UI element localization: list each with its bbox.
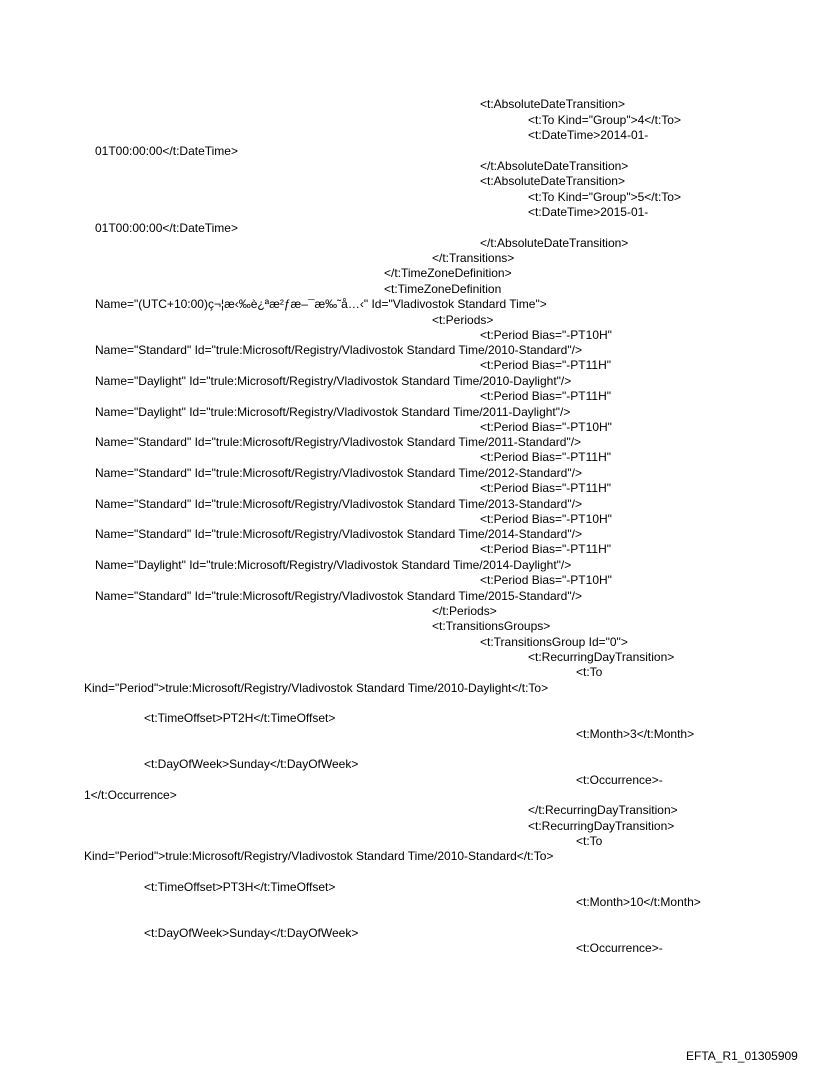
text-line: <t:DayOfWeek>Sunday</t:DayOfWeek> xyxy=(144,926,359,940)
text-line: Kind="Period">trule:Microsoft/Registry/Vladivostok Standard Time/2010-Standard</t:To> xyxy=(84,849,554,863)
text-line: <t:Period Bias="-PT11H" xyxy=(480,358,612,372)
text-line: </t:RecurringDayTransition> xyxy=(528,803,678,817)
text-line: <t:Period Bias="-PT11H" xyxy=(480,481,612,495)
text-line: Name="Standard" Id="trule:Microsoft/Registry/Vladivostok Standard Time/2014-Standard"/> xyxy=(95,527,582,541)
text-line: Name="Standard" Id="trule:Microsoft/Registry/Vladivostok Standard Time/2010-Standard"/> xyxy=(95,343,582,357)
text-line: Name="Daylight" Id="trule:Microsoft/Registry/Vladivostok Standard Time/2014-Daylight"/> xyxy=(95,558,572,572)
text-line: 1</t:Occurrence> xyxy=(84,788,177,802)
text-line: Name="Standard" Id="trule:Microsoft/Registry/Vladivostok Standard Time/2012-Standard"/> xyxy=(95,466,582,480)
text-line: <t:AbsoluteDateTransition> xyxy=(480,97,625,111)
text-line: <t:Occurrence>- xyxy=(576,773,663,787)
text-line: <t:DateTime>2014-01- xyxy=(528,128,649,142)
text-line: Name="Standard" Id="trule:Microsoft/Registry/Vladivostok Standard Time/2015-Standard"/> xyxy=(95,589,582,603)
text-line: <t:To xyxy=(576,665,603,679)
text-line: <t:Period Bias="-PT10H" xyxy=(480,512,612,526)
text-line: 01T00:00:00</t:DateTime> xyxy=(95,144,238,158)
text-line: <t:TransitionsGroups> xyxy=(432,619,551,633)
text-line: <t:Periods> xyxy=(432,313,494,327)
text-line: </t:TimeZoneDefinition> xyxy=(384,266,512,280)
document-id-footer: EFTA_R1_01305909 xyxy=(686,1049,798,1063)
text-line: <t:Month>3</t:Month> xyxy=(576,727,695,741)
text-line: <t:Period Bias="-PT10H" xyxy=(480,573,612,587)
text-line: <t:To Kind="Group">5</t:To> xyxy=(528,190,681,204)
text-line: </t:AbsoluteDateTransition> xyxy=(480,159,629,173)
text-line: <t:Occurrence>- xyxy=(576,941,663,955)
text-line: <t:RecurringDayTransition> xyxy=(528,650,675,664)
text-line: <t:Period Bias="-PT10H" xyxy=(480,328,612,342)
text-line: <t:Period Bias="-PT10H" xyxy=(480,420,612,434)
text-line: Name="Daylight" Id="trule:Microsoft/Registry/Vladivostok Standard Time/2010-Daylight"/> xyxy=(95,374,572,388)
text-line: <t:AbsoluteDateTransition> xyxy=(480,174,625,188)
text-line: <t:TimeZoneDefinition xyxy=(384,282,502,296)
text-line: Kind="Period">trule:Microsoft/Registry/Vladivostok Standard Time/2010-Daylight</t:To> xyxy=(84,681,549,695)
text-line: 01T00:00:00</t:DateTime> xyxy=(95,221,238,235)
text-line: <t:TimeOffset>PT3H</t:TimeOffset> xyxy=(144,880,336,894)
text-line: </t:AbsoluteDateTransition> xyxy=(480,236,629,250)
text-line: <t:To xyxy=(576,834,603,848)
text-line: <t:DayOfWeek>Sunday</t:DayOfWeek> xyxy=(144,757,359,771)
text-line: <t:Period Bias="-PT11H" xyxy=(480,389,612,403)
text-line: <t:RecurringDayTransition> xyxy=(528,819,675,833)
text-line: <t:Month>10</t:Month> xyxy=(576,895,701,909)
text-line: <t:DateTime>2015-01- xyxy=(528,205,649,219)
text-line: <t:Period Bias="-PT11H" xyxy=(480,542,612,556)
text-line: <t:Period Bias="-PT11H" xyxy=(480,450,612,464)
text-line: <t:To Kind="Group">4</t:To> xyxy=(528,113,681,127)
text-line: <t:TimeOffset>PT2H</t:TimeOffset> xyxy=(144,711,336,725)
text-line: <t:TransitionsGroup Id="0"> xyxy=(480,635,628,649)
text-line: Name="(UTC+10:00)ç¬¦æ‹‰è¿ªæ²ƒæ–¯æ‰˜å…‹" Id="Vladivostok Standard Time"> xyxy=(95,297,547,311)
text-line: </t:Transitions> xyxy=(432,251,515,265)
text-line: Name="Daylight" Id="trule:Microsoft/Registry/Vladivostok Standard Time/2011-Daylight"/> xyxy=(95,405,571,419)
text-line: Name="Standard" Id="trule:Microsoft/Registry/Vladivostok Standard Time/2013-Standard"/> xyxy=(95,497,582,511)
text-line: </t:Periods> xyxy=(432,604,497,618)
text-line: Name="Standard" Id="trule:Microsoft/Registry/Vladivostok Standard Time/2011-Standard"/> xyxy=(95,435,582,449)
